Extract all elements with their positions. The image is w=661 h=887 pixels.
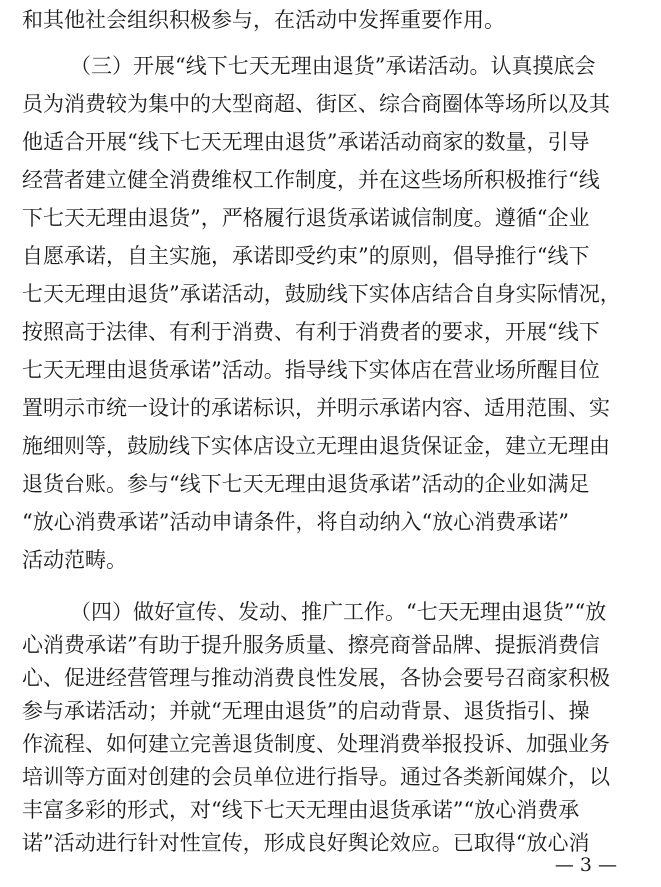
line-text: 他适合开展“线下七天无理由退货”承诺活动商家的数量，引导: [22, 130, 590, 154]
text-line: [0, 198, 661, 238]
text-line: [0, 464, 661, 504]
line-text: 活动范畴。: [22, 548, 127, 572]
line-text: 员为消费较为集中的大型商超、街区、综合商圈体等场所以及其: [22, 92, 610, 116]
text-line: [0, 823, 661, 863]
text-line: [0, 312, 661, 352]
line-text: 培训等方面对创建的会员单位进行指导。通过各类新闻媒介，以: [22, 765, 610, 789]
line-text: 诺”活动进行针对性宣传，形成良好舆论效应。已取得“放心消: [22, 831, 590, 855]
text-line: [0, 84, 661, 124]
line-text: 施细则等，鼓励线下实体店设立无理由退货保证金，建立无理由: [22, 434, 610, 458]
line-text: （四）做好宣传、发动、推广工作。“七天无理由退货”“放: [70, 600, 607, 624]
text-line: [0, 502, 661, 542]
line-text: 心、促进经营管理与推动消费良性发展，各协会要号召商家积极: [22, 666, 610, 690]
line-text: 退货台账。参与“线下七天无理由退货承诺”活动的企业如满足: [22, 472, 590, 496]
line-text: 按照高于法律、有利于消费、有利于消费者的要求，开展“线下: [22, 320, 600, 344]
line-text: 自愿承诺，自主实施，承诺即受约束”的原则，倡导推行“线下: [22, 244, 590, 268]
line-text: 下七天无理由退货”，严格履行退货承诺诚信制度。遵循“企业: [22, 206, 590, 230]
line-text: 七天无理由退货”承诺活动，鼓励线下实体店结合自身实际情况，: [22, 282, 621, 306]
text-line: [0, 236, 661, 276]
text-line: [0, 0, 661, 40]
text-line: [0, 350, 661, 390]
page-number: — 3 —: [554, 854, 617, 876]
text-line: [0, 46, 661, 86]
text-line: [0, 388, 661, 428]
text-line: [0, 540, 661, 580]
line-text: 七天无理由退货承诺”活动。指导线下实体店在营业场所醒目位: [22, 358, 600, 382]
text-line: [0, 122, 661, 162]
line-text: “放心消费承诺”活动申请条件，将自动纳入“放心消费承诺”: [22, 510, 569, 534]
line-text: 和其他社会组织积极参与，在活动中发挥重要作用。: [22, 8, 505, 32]
line-text: 作流程、如何建立完善退货制度、处理消费举报投诉、加强业务: [22, 732, 610, 756]
text-line: [0, 426, 661, 466]
line-text: 经营者建立健全消费维权工作制度，并在这些场所积极推行“线: [22, 168, 600, 192]
line-text: （三）开展“线下七天无理由退货”承诺活动。认真摸底会: [70, 54, 596, 78]
line-text: 丰富多彩的形式，对“线下七天无理由退货承诺”“放心消费承: [22, 798, 580, 822]
line-text: 心消费承诺”有助于提升服务质量、擦亮商誉品牌、提振消费信: [22, 633, 600, 657]
text-line: [0, 160, 661, 200]
text-line: [0, 274, 661, 314]
line-text: 置明示市统一设计的承诺标识，并明示承诺内容、适用范围、实: [22, 396, 610, 420]
line-text: 参与承诺活动；并就“无理由退货”的启动背景、退货指引、操: [22, 699, 590, 723]
